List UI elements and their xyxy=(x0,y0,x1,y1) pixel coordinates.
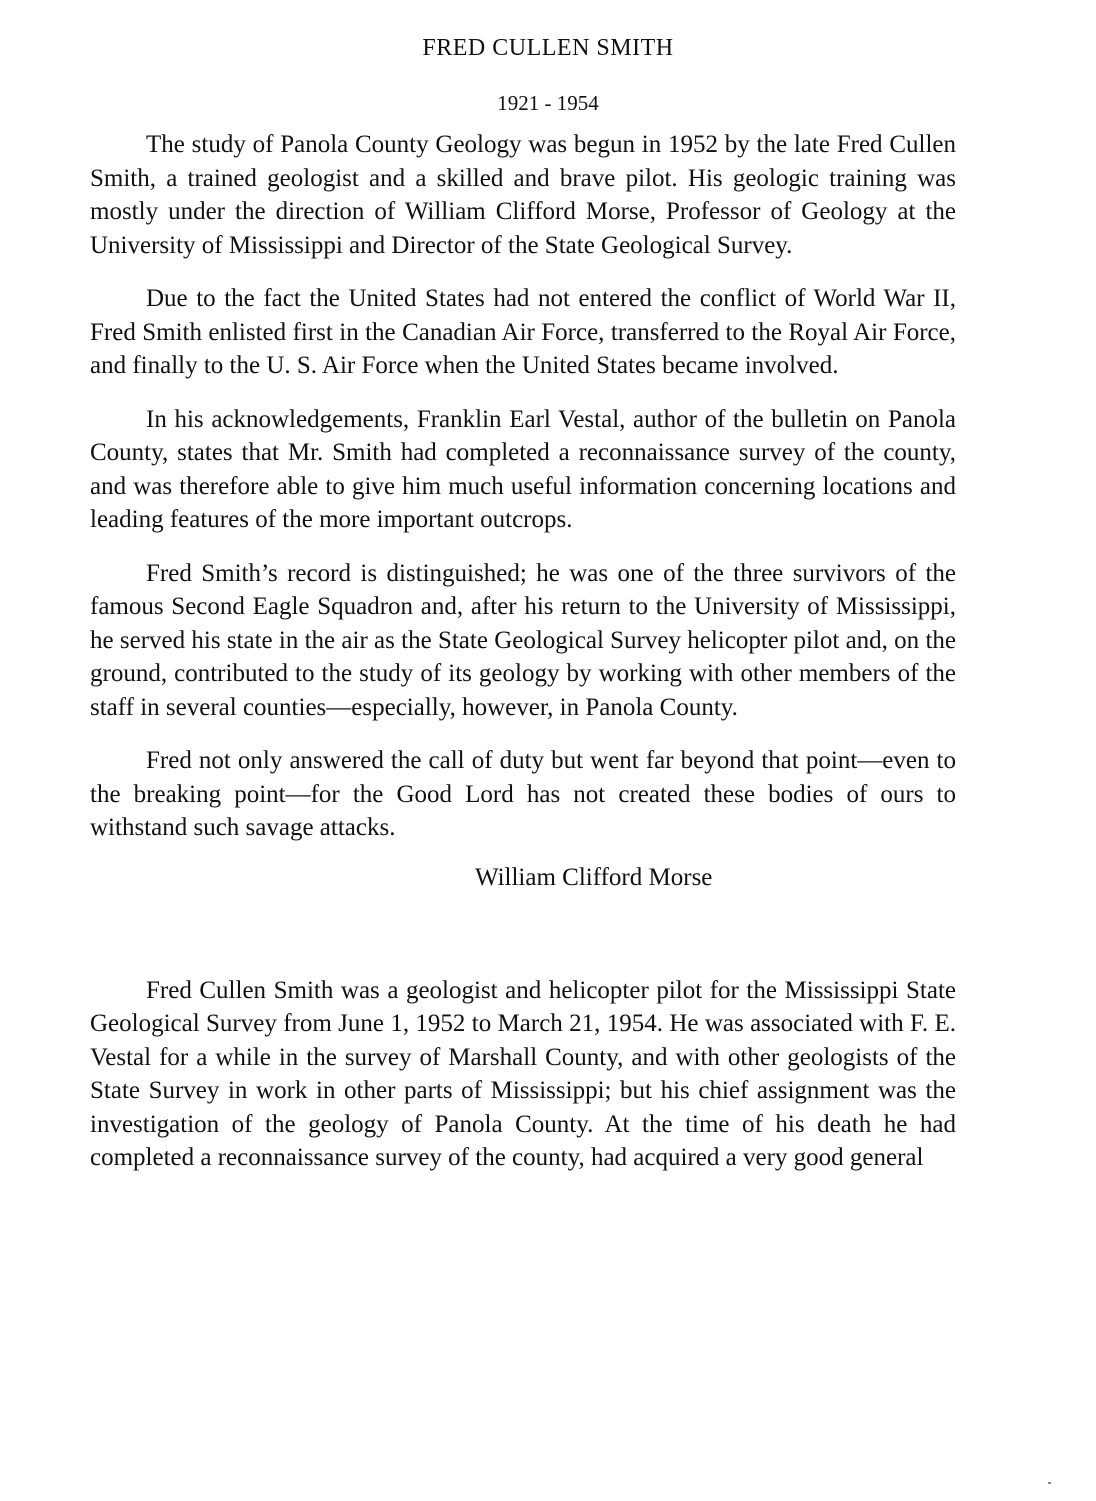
biography-paragraph: Fred Cullen Smith was a geologist and helicopter pilot for the Mississippi State Geological Survey from June 1, 1952 to March 21, 1954. He was associated with F. E. Vestal for a while in the survey of Marshall County, and with other geologists of the State Survey in work in other parts of Mississippi; but his chief assignment was the investigation of the geology of Panola County. At the time of his death he had completed a reconnaissance survey of the county, had acquired a very good general xyxy=(90,976,956,1171)
page-title: FRED CULLEN SMITH xyxy=(422,35,674,61)
document-page xyxy=(90,28,956,1195)
life-dates: 1921 - 1954 xyxy=(497,91,599,115)
memorial-paragraph-1: The study of Panola County Geology was begun in 1952 by the late Fred Cullen Smith, a trained geologist and a skilled and brave pilot. His geologic training was mostly under the direction of William Clifford Morse, Professor of Geology at the University of Mississippi and Director of the State Geological Survey. xyxy=(90,131,956,259)
memorial-paragraph-4: Fred Smith’s record is distinguished; he was one of the three survivors of the famous Second Eagle Squadron and, after his return to the University of Mississippi, he served his state in the air as the State Geological Survey helicopter pilot and, on the ground, contributed to the study of its geology by working with other members of the staff in several counties—especially, however, in Panola County. xyxy=(90,559,956,721)
biography-section xyxy=(90,974,956,1175)
scan-speck xyxy=(1048,1482,1051,1484)
memorial-paragraph-3: In his acknowledgements, Franklin Earl Vestal, author of the bulletin on Panola County, states that Mr. Smith had completed a reconnaissance survey of the county, and was therefore able to give him much useful information concerning locations and leading features of the more important outcrops. xyxy=(90,405,956,533)
memorial-paragraph-2: Due to the fact the United States had not entered the conflict of World War II, Fred Smith enlisted first in the Canadian Air Force, transferred to the Royal Air Force, and finally to the U. S. Air Force when the United States became involved. xyxy=(90,285,956,379)
memorial-paragraph-5: Fred not only answered the call of duty but went far beyond that point—even to the breaking point—for the Good Lord has not created these bodies of ours to withstand such savage attacks. xyxy=(90,747,956,841)
signature: William Clifford Morse xyxy=(475,863,713,891)
